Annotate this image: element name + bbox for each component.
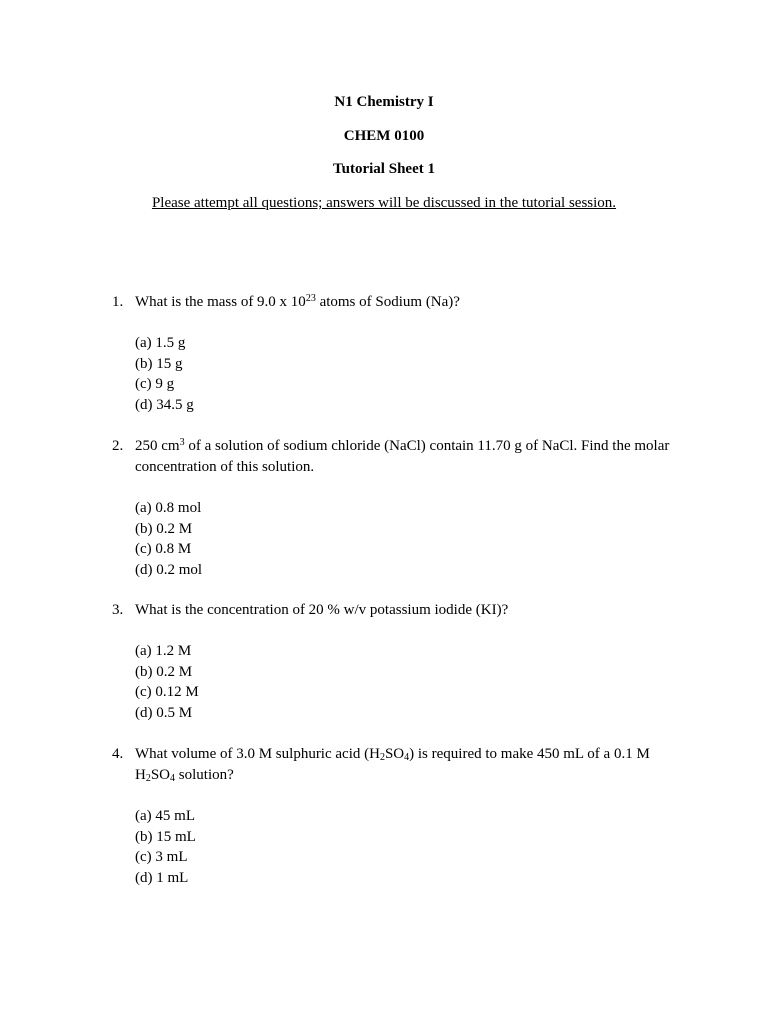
question-2-number: 2. [112,438,124,454]
question-4-subscript-4: 4 [170,773,176,784]
course-title: N1 Chemistry I [334,94,434,110]
question-4-text [135,744,692,786]
course-code: CHEM 0100 [343,128,425,144]
question-3 [112,600,692,723]
question-1-option-c: (c) 9 g [135,376,175,392]
question-1-text-part2: atoms of Sodium (Na)? [315,294,460,310]
question-2-text-part2: of a solution of sodium chloride (NaCl) contain 11.70 g of NaCl. Find the molar concentration of this solution. [135,438,670,475]
question-4-text-part3: ) is required to make 450 mL of a 0.1 M H [135,746,650,783]
question-1-option-a: (a) 1.5 g [135,335,186,351]
question-2-option-d: (d) 0.2 mol [135,561,203,578]
question-1-option-d: (d) 34.5 g [135,396,194,413]
instruction-line [0,194,768,212]
question-4-options [112,806,692,888]
question-3-options [112,641,692,723]
question-3-option-c: (c) 0.12 M [135,684,199,700]
question-3-stem [112,600,692,621]
question-1-exponent: 23 [305,293,316,304]
question-2-option-c: (c) 0.8 M [135,541,192,557]
question-2 [112,436,692,580]
question-2-option-b: (b) 0.2 M [135,520,193,537]
question-4-option-b: (b) 15 mL [135,828,196,845]
question-1 [112,292,692,415]
question-4-stem [112,744,692,786]
question-1-text [135,292,692,313]
question-3-text: What is the concentration of 20 % w/v potassium iodide (KI)? [135,602,509,618]
instruction-text: Please attempt all questions; answers will be discussed in the tutorial session. [151,195,617,211]
question-4 [112,744,692,888]
question-2-text-part1: 250 cm [135,438,180,454]
question-4-number: 4. [112,746,124,762]
question-4-text-part5: solution? [175,767,234,783]
question-3-option-d: (d) 0.5 M [135,704,193,721]
question-1-text-part1: What is the mass of 9.0 x 10 [135,294,306,310]
question-4-subscript-2: 4 [404,752,410,763]
question-2-text [135,436,692,478]
question-2-option-a: (a) 0.8 mol [135,500,202,516]
question-2-options [112,498,692,580]
question-1-number: 1. [112,294,124,310]
question-4-text-part2: SO [384,746,405,762]
question-4-option-a: (a) 45 mL [135,808,195,824]
question-1-stem [112,292,692,313]
question-1-option-b: (b) 15 g [135,355,183,372]
question-4-text-part4: SO [150,767,171,783]
sheet-title: Tutorial Sheet 1 [333,161,435,177]
question-4-subscript-3: 2 [145,773,151,784]
question-4-option-c: (c) 3 mL [135,849,188,865]
question-1-options [112,333,692,415]
question-2-exponent: 3 [179,437,185,448]
question-4-subscript-1: 2 [379,752,385,763]
question-3-number: 3. [112,602,124,618]
question-4-text-part1: What volume of 3.0 M sulphuric acid (H [135,746,380,762]
question-3-option-b: (b) 0.2 M [135,663,193,680]
question-2-stem [112,436,692,478]
question-4-option-d: (d) 1 mL [135,869,189,886]
question-3-option-a: (a) 1.2 M [135,643,192,659]
